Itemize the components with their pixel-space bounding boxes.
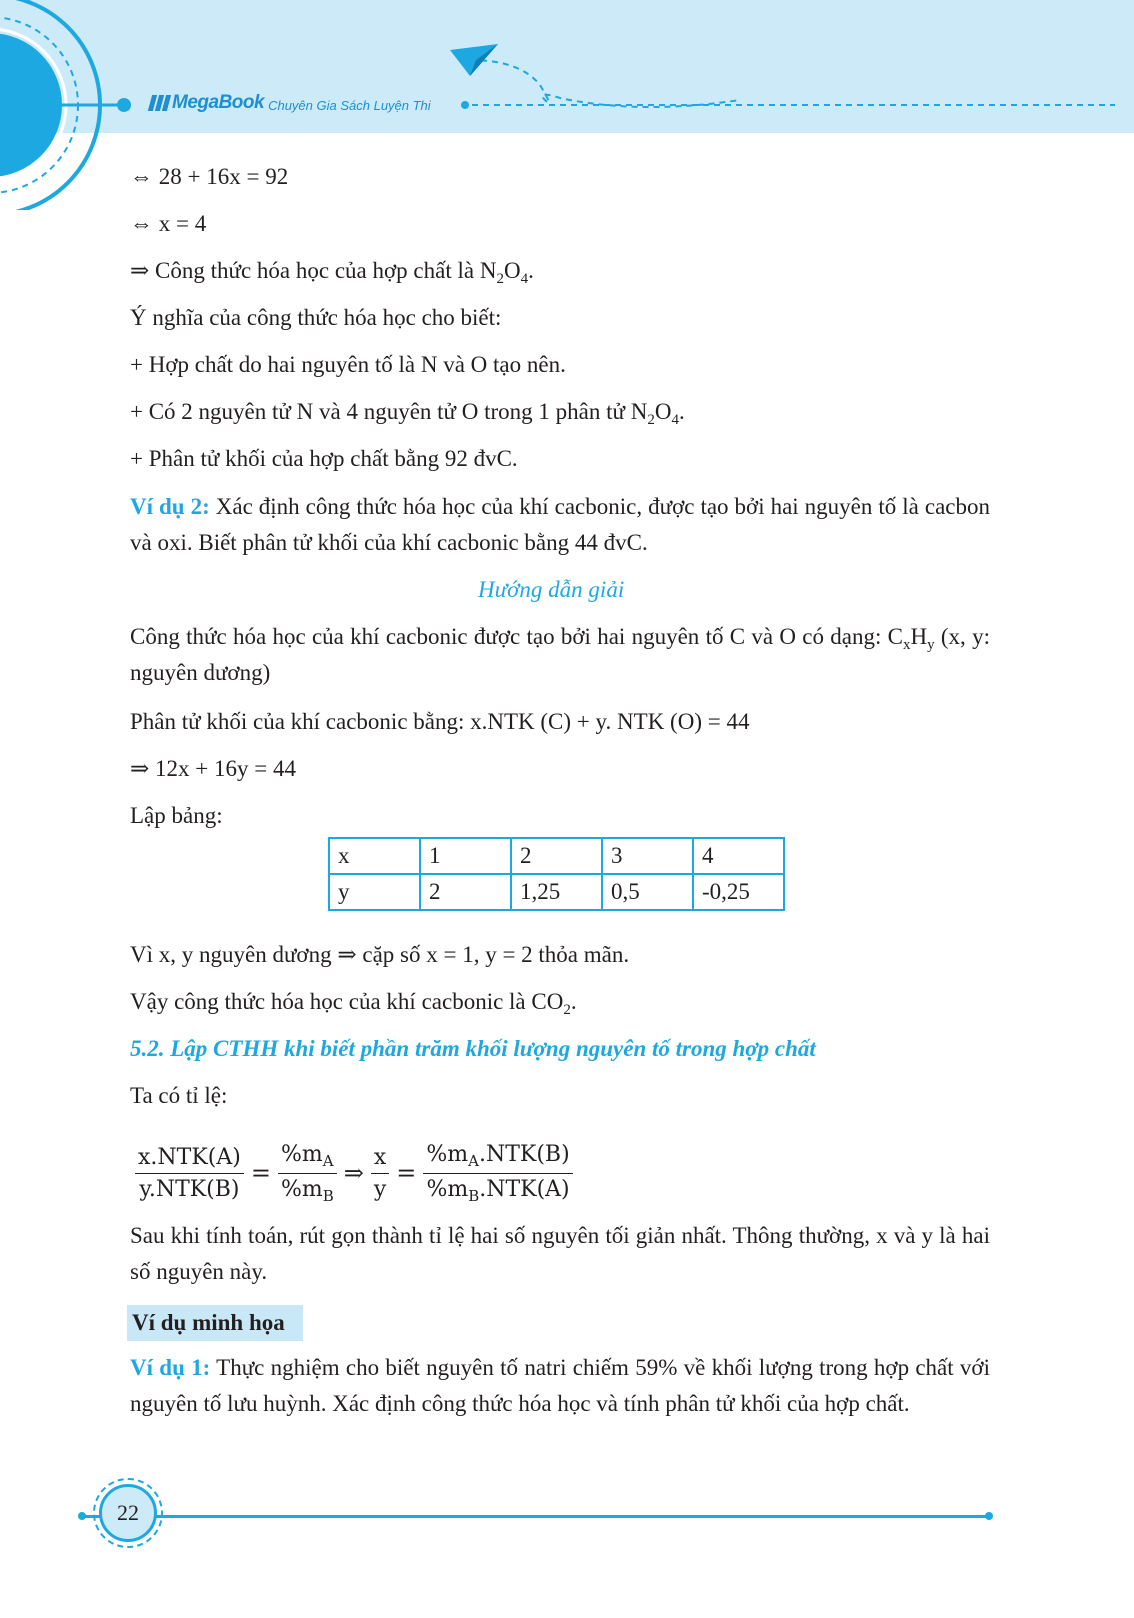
after-formula-paragraph: Sau khi tính toán, rút gọn thành tỉ lệ hai số nguyên tối giản nhất. Thông thường, x và y là hai số nguyên này. [130, 1223, 990, 1284]
compound-formula-line: ⇒ Công thức hóa học của hợp chất là $N_2O_4$. [130, 258, 534, 287]
page-number-badge [99, 1484, 157, 1542]
example-2-paragraph: Ví dụ 2: Xác định công thức hóa học của khí cacbonic, được tạo bởi hai nguyên tố là cacbon và oxi. Biết phân tử khối của khí cacbonic bằng 44 đvC. [130, 494, 990, 555]
table-cell: 0,5 [602, 874, 693, 910]
ratio-formula: $\frac{\text{x.NTK(A)}}{\text{y.NTK(B)}}$ = $\frac{\%m_A}{\%m_B}$ ⇒ $\frac{x}{y}$ = $\frac{\%m_A.NTK(B)}{\%m_B.NTK(A)}$ [132, 1133, 576, 1213]
footer-dot-right [985, 1512, 993, 1520]
fraction: $\frac{\%m_A}{\%m_B}$ [278, 1142, 337, 1205]
table-cell: 1 [420, 838, 511, 874]
table-cell: -0,25 [693, 874, 784, 910]
brand-name: MegaBook [172, 92, 265, 113]
table-row [329, 838, 784, 874]
guide-heading: Hướng dẫn giải [478, 577, 625, 602]
logo-bars-icon [150, 95, 169, 111]
table-cell: 4 [693, 838, 784, 874]
example-2-label: Ví dụ 2: [130, 494, 210, 519]
page-number: 22 [117, 1500, 139, 1525]
ratio-intro: Ta có tỉ lệ: [130, 1083, 228, 1108]
paper-plane-icon [450, 44, 498, 76]
guide-line-3: ⇒ 12x + 16y = 44 [130, 756, 296, 781]
section-heading: 5.2. Lập CTHH khi biết phần trăm khối lượng nguyên tố trong hợp chất [130, 1036, 816, 1061]
guide-line-5: Vì x, y nguyên dương ⇒ cặp số x = 1, y = 2 thỏa mãn. [130, 942, 630, 967]
equation-line-1: ⇔ 28 + 16x = 92 [130, 164, 289, 189]
fraction: $\frac{\text{x.NTK(A)}}{\text{y.NTK(B)}}$ [135, 1145, 244, 1202]
fraction: $\frac{\%m_A.NTK(B)}{\%m_B.NTK(A)}$ [423, 1142, 572, 1205]
fraction: $\frac{x}{y}$ [371, 1145, 389, 1202]
footer-dot-left [78, 1512, 86, 1520]
table-cell: y [329, 874, 420, 910]
brand-tagline: Chuyên Gia Sách Luyện Thi [268, 97, 431, 113]
table-cell: 2 [511, 838, 602, 874]
table-cell: 2 [420, 874, 511, 910]
meaning-item-3: + Phân tử khối của hợp chất bằng 92 đvC. [130, 446, 518, 471]
guide-line-4: Lập bảng: [130, 803, 223, 828]
guide-line-1: Công thức hóa học của khí cacbonic được tạo bởi hai nguyên tố C và O có dạng: $C_xH_y$ (x, y: nguyên dương) [130, 624, 990, 685]
brand-logo [150, 88, 431, 118]
guide-line-2: Phân tử khối của khí cacbonic bằng: x.NTK (C) + y. NTK (O) = 44 [130, 709, 750, 734]
meaning-item-2: + Có 2 nguyên tử N và 4 nguyên tử O trong 1 phân tử $N_2O_4$. [130, 399, 685, 428]
table-cell: x [329, 838, 420, 874]
example-1-paragraph: Ví dụ 1: Thực nghiệm cho biết nguyên tố natri chiếm 59% về khối lượng trong hợp chất với nguyên tố lưu huỳnh. Xác định công thức hóa học và tính phân tử khối của hợp chất. [130, 1355, 990, 1416]
meaning-intro: Ý nghĩa của công thức hóa học cho biết: [130, 305, 502, 330]
value-table [328, 837, 785, 911]
equation-line-2: ⇔ x = 4 [130, 211, 207, 236]
example-box-label: Ví dụ minh họa [127, 1305, 303, 1341]
meaning-item-1: + Hợp chất do hai nguyên tố là N và O tạo nên. [130, 352, 566, 377]
table-cell: 3 [602, 838, 693, 874]
table-row [329, 874, 784, 910]
table-cell: 1,25 [511, 874, 602, 910]
example-1-label: Ví dụ 1: [130, 1355, 211, 1380]
footer-line [80, 1515, 990, 1518]
guide-line-6: Vậy công thức hóa học của khí cacbonic là $CO_2$. [130, 989, 577, 1018]
